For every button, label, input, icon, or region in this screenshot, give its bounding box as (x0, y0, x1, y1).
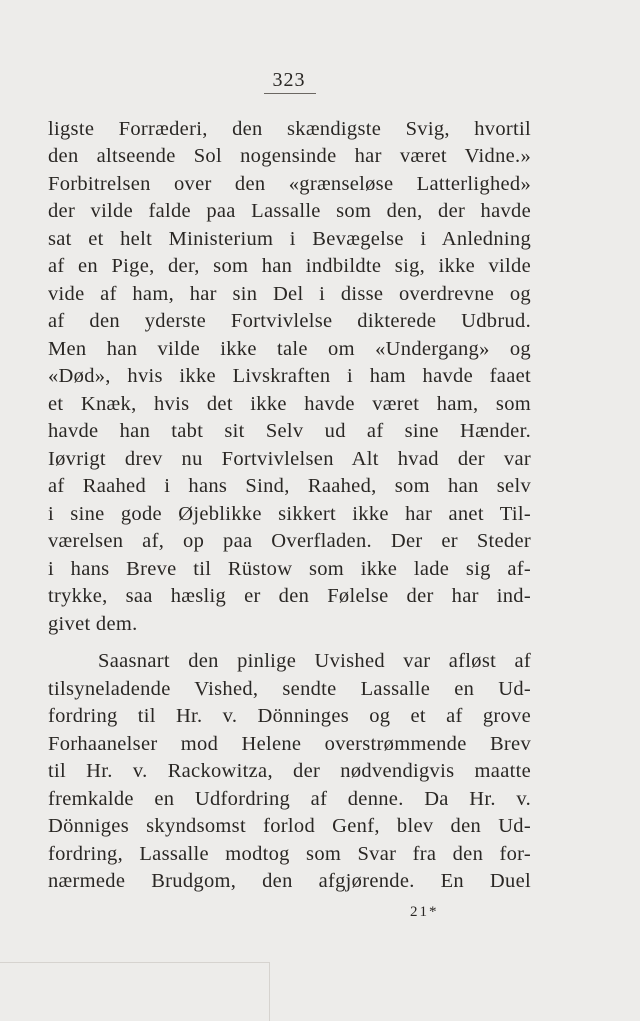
text-line: sat et helt Ministerium i Bevægelse i Anledning (48, 228, 531, 250)
text-line: den altseende Sol nogensinde har været Vidne.» (48, 145, 531, 167)
text-line: Forbitrelsen over den «grænseløse Latterlighed» (48, 173, 531, 195)
text-line: fremkalde en Udfordring af denne. Da Hr. v. (48, 788, 531, 810)
text-line: værelsen af, op paa Overfladen. Der er Steder (48, 530, 531, 552)
text-line: «Død», hvis ikke Livskraften i ham havde faaet (48, 365, 531, 387)
text-line: til Hr. v. Rackowitza, der nødvendigvis maatte (48, 760, 531, 782)
text-line: givet dem. (48, 613, 138, 635)
text-line: vide af ham, har sin Del i disse overdrevne og (48, 283, 531, 305)
text-line: tilsyneladende Vished, sendte Lassalle en Ud- (48, 678, 531, 700)
page-number-rule (264, 93, 316, 94)
text-line: fordring, Lassalle modtog som Svar fra den for- (48, 843, 531, 865)
page-number: 323 (272, 69, 306, 91)
text-line: der vilde falde paa Lassalle som den, der havde (48, 200, 531, 222)
text-line: Forhaanelser mod Helene overstrømmende Brev (48, 733, 531, 755)
text-line: fordring til Hr. v. Dönninges og et af grove (48, 705, 531, 727)
paragraph-first-line: Saasnart den pinlige Uvished var afløst af (98, 650, 531, 672)
text-line: Iøvrigt drev nu Fortvivlelsen Alt hvad der var (48, 448, 531, 470)
text-line: af Raahed i hans Sind, Raahed, som han selv (48, 475, 531, 497)
text-line: af den yderste Fortvivlelse dikterede Udbrud. (48, 310, 531, 332)
text-line: i sine gode Øjeblikke sikkert ikke har anet Til- (48, 503, 531, 525)
text-line: et Knæk, hvis det ikke havde været ham, som (48, 393, 531, 415)
text-line: ligste Forræderi, den skændigste Svig, hvortil (48, 118, 531, 140)
scan-edge (0, 962, 270, 1021)
text-line: Dönniges skyndsomst forlod Genf, blev den Ud- (48, 815, 531, 837)
text-line: i hans Breve til Rüstow som ikke lade sig af- (48, 558, 531, 580)
text-line: af en Pige, der, som han indbildte sig, ikke vilde (48, 255, 531, 277)
text-line: Men han vilde ikke tale om «Undergang» og (48, 338, 531, 360)
text-line: havde han tabt sit Selv ud af sine Hænder. (48, 420, 531, 442)
text-line: trykke, saa hæslig er den Følelse der har ind- (48, 585, 531, 607)
signature-mark: 21* (410, 904, 439, 920)
text-line: nærmede Brudgom, den afgjørende. En Duel (48, 870, 531, 892)
